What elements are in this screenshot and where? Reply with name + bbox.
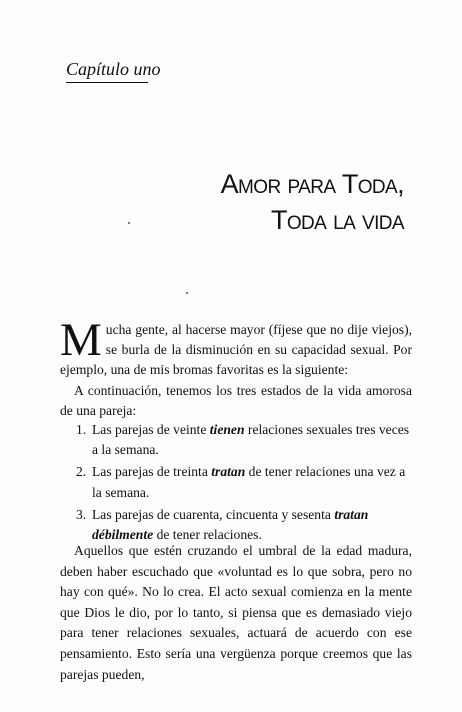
list-item-text: relaciones sexuales tres veces a la semana. (92, 422, 410, 458)
list-item-text: de tener relaciones una vez a la semana. (92, 464, 406, 500)
list-item-text: de tener relaciones. (153, 527, 262, 543)
chapter-label: Capítulo uno (66, 58, 148, 83)
paragraph-3: Aquellos que estén cruzando el umbral de la edad madura, deben haber escuchado que «voluntad es lo que sobra, pero no hay con qué». No lo crea. El acto sexual comienza en la mente que Dios le dio, por lo tanto, si piensa que es demasiado viejo para tener relaciones sexuales, actuará de acuerdo con ese pensamiento. Esto sería una vergüenza porque creemos que las parejas pueden, (60, 543, 412, 682)
chapter-title-line-1: Amor para Toda, (220, 169, 404, 199)
print-speck (128, 222, 130, 224)
list-item-emphasis: tratan (211, 464, 246, 480)
list-item (76, 462, 412, 502)
list-item-text: Las parejas de veinte (92, 422, 210, 437)
chapter-title (221, 166, 404, 238)
list-item-emphasis: tratan débilmente (92, 506, 369, 543)
list-item-number: 3. (76, 506, 87, 522)
print-speck (186, 292, 188, 294)
numbered-list (76, 420, 412, 547)
body-text (60, 314, 412, 421)
paragraph-1 (60, 314, 412, 381)
paragraph-2: A continuación, tenemos los tres estados de la vida amorosa de una pareja: (60, 382, 412, 418)
list-item-emphasis: tienen (209, 422, 245, 437)
list-item-text: Las parejas de treinta (92, 464, 212, 480)
chapter-title-line-2: Toda la vida (270, 205, 404, 235)
list-item (76, 505, 412, 545)
paragraph-1-text: ucha gente, al hacerse mayor (fíjese que no dije viejos), se burla de la disminución en su capacidad sexual. Por ejemplo, una de mis bromas favoritas es la siguiente: (60, 322, 412, 378)
list-item (76, 420, 412, 460)
list-item-number: 1. (76, 422, 87, 437)
list-item-text: Las parejas de cuarenta, cincuenta y sesenta (92, 506, 335, 522)
drop-cap: M (60, 314, 102, 366)
list-item-number: 2. (76, 464, 87, 480)
